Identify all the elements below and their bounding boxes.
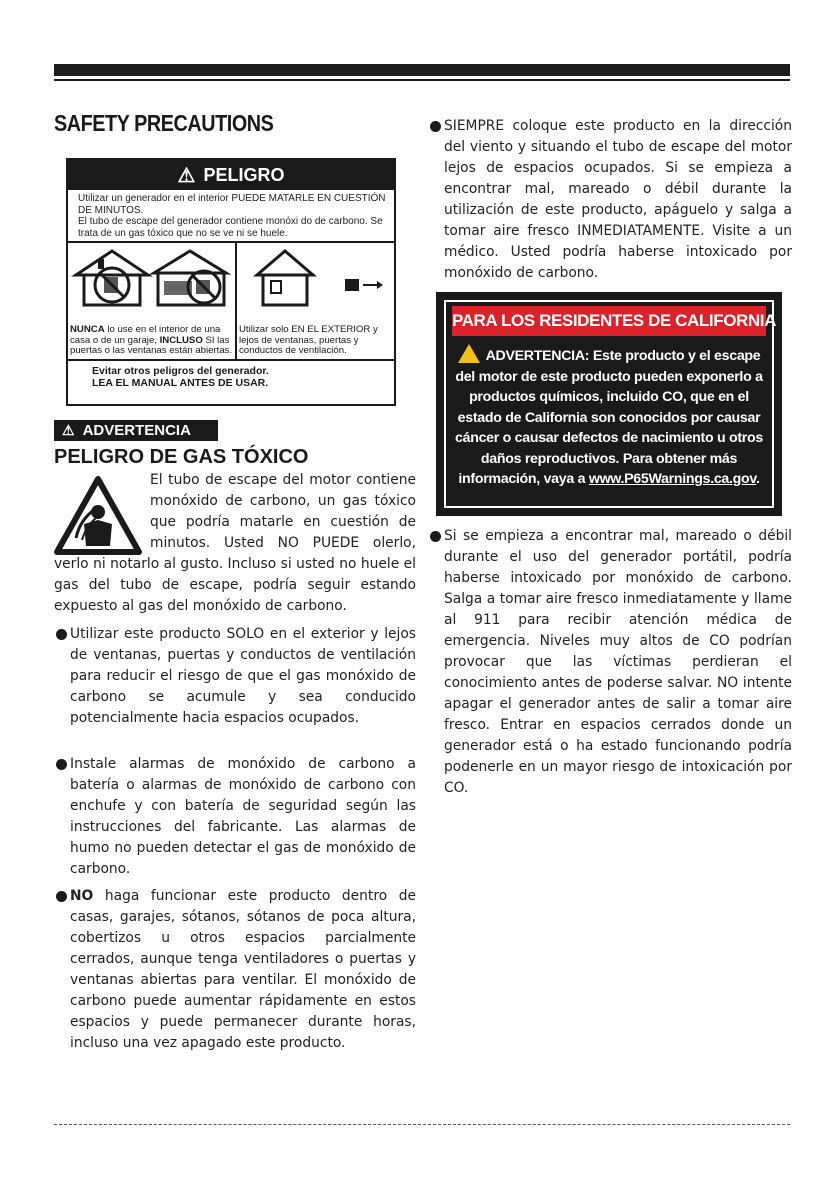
no-indoor-use-icon — [70, 247, 233, 307]
never-caption — [70, 325, 233, 357]
bullet-dot — [430, 531, 441, 542]
warning-triangle-icon: ⚠ — [62, 422, 75, 438]
warning-triangle-icon — [458, 344, 480, 363]
california-body-text: ADVERTENCIA: Este producto y el escape del motor de este producto pueden exponerlo a productos químicos, incluido CO, que en el estado de California son conocidos por causar cáncer o causar defectos de nacimiento u otros daños reproductivos. Para obtener más información, vaya a — [455, 348, 763, 487]
never-text-1: lo use en el interior de una casa o de un garaje, — [70, 324, 221, 346]
toxic-gas-person-icon — [54, 476, 142, 556]
peligro-heading: PELIGRO — [203, 164, 285, 185]
outdoor-caption: Utilizar solo EN EL EXTERIOR y lejos de ventanas, puertas y conductos de ventilación. — [239, 324, 378, 357]
bullet-dot — [56, 629, 67, 640]
peligro-footer-2: LEA EL MANUAL ANTES DE USAR. — [92, 377, 269, 389]
left-bullet-2-text: Instale alarmas de monóxido de carbono a batería o alarmas de monóxido de carbono con enchufe y con batería de seguridad según las instrucciones del fabricante. Las alarmas de humo no pueden detectar el gas de monóxido de carbono. — [70, 756, 416, 877]
peligro-pictograms — [68, 243, 394, 361]
left-bullet-2 — [54, 754, 416, 880]
peligro-footer-1: Evitar otros peligros del generador. — [92, 365, 269, 377]
header-rule-thin — [54, 79, 790, 81]
peligro-line-2: El tubo de escape del generador contiene monóxi do de carbono. Se trata de un gas tóxico que no se ve ni se huele. — [78, 216, 383, 239]
left-bullet-3-body: haga funcionar este producto dentro de casas, garajes, sótanos, sótanos de poca altura, cobertizos u otros espacios parcialmente cerrados, aunque tenga ventiladores o puertas y ventanas abiertas para ventilar. El monóxido de carbono puede aumentar rápidamente en estos espacios y puede permanecer durante horas, incluso una vez apagado este producto. — [70, 888, 416, 1051]
never-text-2: SI las puertas o las ventanas están abiertas. — [70, 334, 233, 357]
left-bullet-1 — [54, 624, 416, 729]
peligro-header — [68, 160, 394, 190]
toxic-gas-intro-text: El tubo de escape del motor contiene monóxido de carbono, un gas tóxico que podría matarle en cuestión de minutos. Usted NO PUEDE olerlo, verlo ni notarlo al gusto. Incluso si usted no huele el gas del tubo de escape, podría seguir estando expuesto al gas del monóxido de carbono. — [54, 472, 416, 614]
left-bullet-3-text — [70, 886, 416, 1054]
bullet-dot — [430, 121, 441, 132]
even-bold: INCLUSO — [159, 334, 203, 346]
warning-triangle-icon: ⚠ — [177, 164, 196, 187]
advertencia-badge — [54, 420, 218, 441]
left-bullet-3 — [54, 886, 416, 1054]
right-bullet-2-text: Si se empieza a encontrar mal, mareado o débil durante el uso del generador portátil, podría haberse intoxicado por monóxido de carbono. Salga a tomar aire fresco inmediatamente y llame al 911 para recibir atención médica de emergencia. Niveles muy altos de CO podrían provocar que las víctimas perdieran el conocimiento antes de poderse salvar. NO intente apagar el generador antes de salir a tomar aire fresco. Entrar en espacios cerrados donde un generador está o ha estado funcionando podría podenerle en un mayor riesgo de intoxicación por CO. — [444, 528, 792, 796]
do-not-bold: NO — [70, 888, 94, 904]
peligro-outdoor-cell — [237, 243, 394, 359]
california-heading: PARA LOS RESIDENTES DE CALIFORNIA — [452, 306, 766, 336]
link-suffix: . — [755, 471, 760, 487]
peligro-label — [66, 158, 396, 406]
toxic-gas-heading: PELIGRO DE GAS TÓXICO — [54, 446, 309, 468]
california-warning-inner — [444, 300, 774, 508]
p65-link[interactable]: www.P65Warnings.ca.gov — [588, 471, 756, 487]
header-rule — [54, 64, 790, 76]
page-title: SAFETY PRECAUTIONS — [54, 110, 274, 136]
california-warning-box — [436, 292, 782, 516]
california-body — [446, 336, 772, 490]
peligro-line-1: Utilizar un generador en el interior PUEDE MATARLE EN CUESTIÓN DE MINUTOS. — [78, 193, 386, 216]
bullet-dot — [56, 759, 67, 770]
peligro-footer — [68, 361, 394, 389]
right-bullet-2 — [428, 526, 792, 799]
left-column — [54, 108, 416, 137]
left-bullet-1-text: Utilizar este producto SOLO en el exterior y lejos de ventanas, puertas y conductos de ventilación para reducir el riesgo de que el gas monóxido de carbono se acumule y sea conducido potencialmente hacia espacios ocupados. — [70, 626, 416, 726]
peligro-text — [68, 190, 394, 243]
outdoor-use-icon — [239, 247, 397, 307]
bullet-dot — [56, 891, 67, 902]
advertencia-label: ADVERTENCIA — [82, 422, 191, 439]
right-bullet-1-text: SIEMPRE coloque este producto en la dirección del viento y situando el tubo de escape del motor lejos de espacios ocupados. Si se empieza a encontrar mal, mareado o débil durante la utilización de este producto, apáguelo y salga a tomar aire fresco INMEDIATAMENTE. Visite a un médico. Usted podría haberse intoxicado por monóxido de carbono. — [444, 118, 792, 281]
never-bold: NUNCA — [70, 324, 105, 336]
right-bullet-1 — [428, 116, 792, 284]
peligro-never-cell — [68, 243, 237, 359]
footer-rule — [54, 1124, 790, 1125]
